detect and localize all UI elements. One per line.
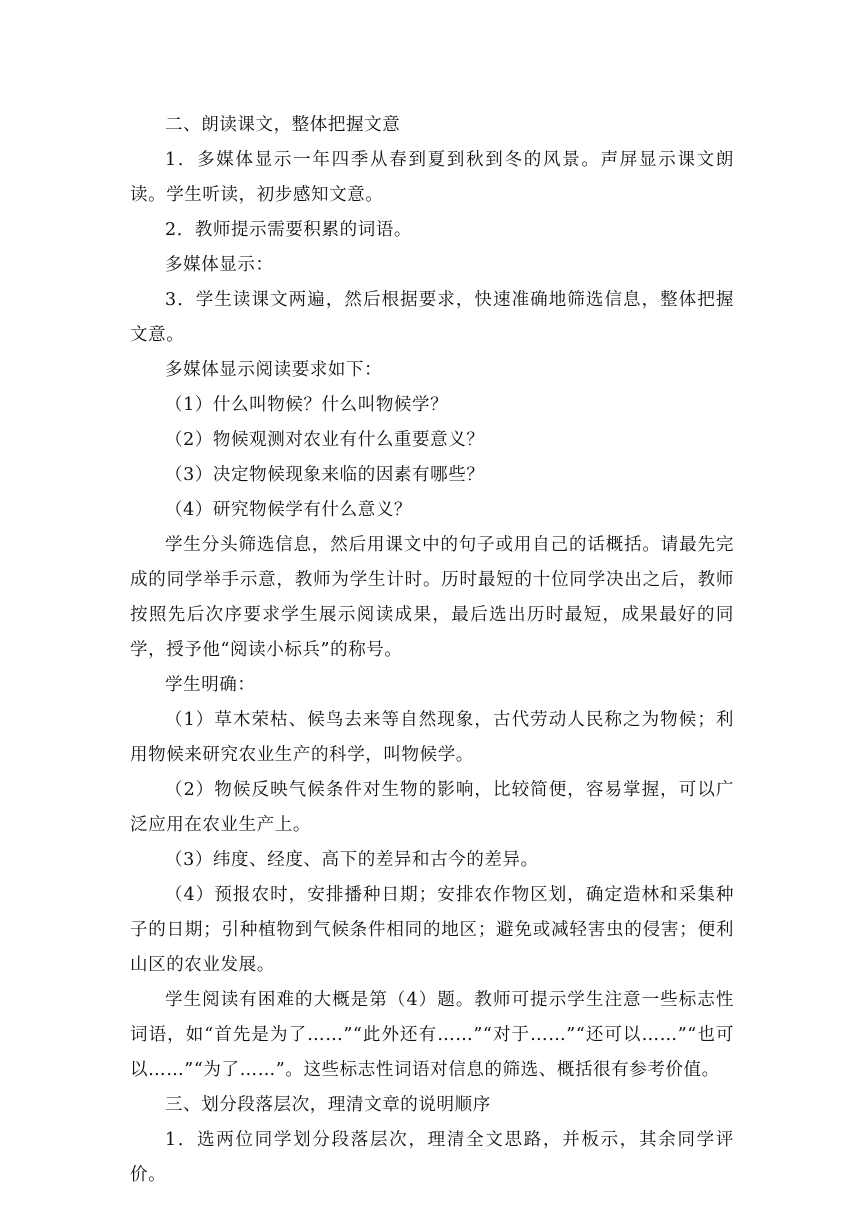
question-4: （4）研究物候学有什么意义？ <box>165 500 413 520</box>
media-display-label: 多媒体显示： <box>165 255 274 275</box>
answer-3: （3）纬度、经度、高下的差异和古今的差异。 <box>165 850 539 870</box>
document-page <box>130 108 734 1193</box>
section-heading-3: 三、划分段落层次，理清文章的说明顺序 <box>165 1095 491 1115</box>
section2-item-1: 1．多媒体显示一年四季从春到夏到秋到冬的风景。声屏显示课文朗读。学生听读，初步感知文意。 <box>130 150 734 205</box>
students-clarify-label: 学生明确： <box>165 675 256 695</box>
reading-requirements-label: 多媒体显示阅读要求如下： <box>165 360 383 380</box>
section2-item-3: 3．学生读课文两遍，然后根据要求，快速准确地筛选信息，整体把握文意。 <box>130 290 734 345</box>
question-1: （1）什么叫物候？什么叫物候学？ <box>165 395 449 415</box>
activity-paragraph: 学生分头筛选信息，然后用课文中的句子或用自己的话概括。请最先完成的同学举手示意，教师为学生计时。历时最短的十位同学决出之后，教师按照先后次序要求学生展示阅读成果，最后选出历时最短，成果最好的同学，授予他“阅读小标兵”的称号。 <box>130 535 734 660</box>
answer-4: （4）预报农时，安排播种日期；安排农作物区划，确定造林和采集种子的日期；引种植物到气候条件相同的地区；避免或减轻害虫的侵害；便利山区的农业发展。 <box>130 885 734 975</box>
section3-item-1: 1．选两位同学划分段落层次，理清全文思路，并板示，其余同学评价。 <box>130 1130 734 1185</box>
question-3: （3）决定物候现象来临的因素有哪些？ <box>165 465 485 485</box>
question-2: （2）物候观测对农业有什么重要意义？ <box>165 430 485 450</box>
answer-2: （2）物候反映气候条件对生物的影响，比较简便，容易掌握，可以广泛应用在农业生产上。 <box>130 780 734 835</box>
section2-item-2: 2．教师提示需要积累的词语。 <box>165 220 413 240</box>
section-heading-2: 二、朗读课文，整体把握文意 <box>165 115 401 135</box>
difficulty-paragraph: 学生阅读有困难的大概是第（4）题。教师可提示学生注意一些标志性词语，如“首先是为了……”“此外还有……”“对于……”“还可以……”“也可以……”“为了……”。这些标志性词语对信息的筛选、概括很有参考价值。 <box>130 990 734 1080</box>
answer-1: （1）草木荣枯、候鸟去来等自然现象，古代劳动人民称之为物候；利用物候来研究农业生产的科学，叫物候学。 <box>130 710 734 765</box>
